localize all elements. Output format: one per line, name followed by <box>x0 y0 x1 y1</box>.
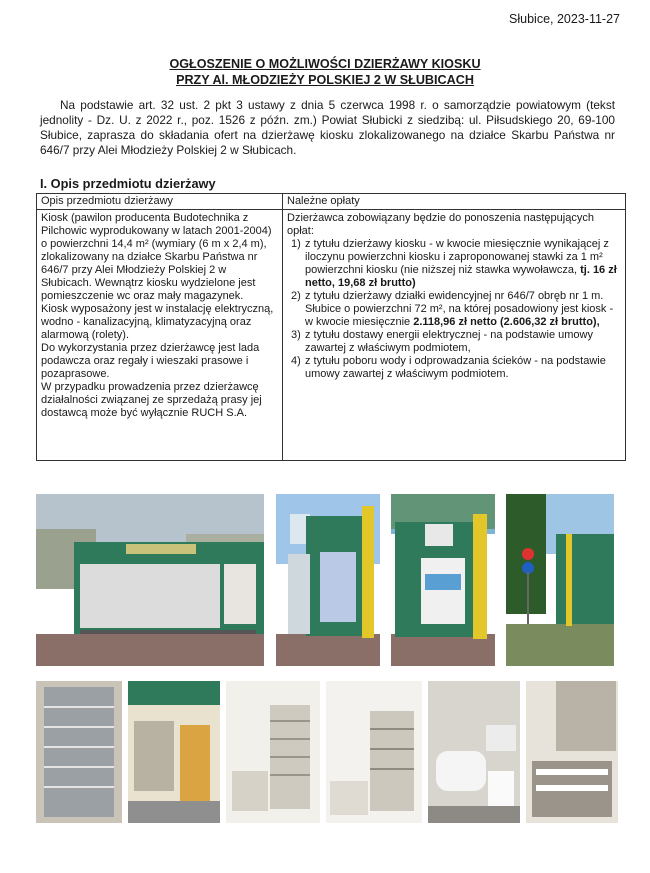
description-paragraph: Kiosk (pawilon producenta Budotechnika z Pilchowic wyprodukowany w latach 2001-2004) o powierzchni 14,4 m² (wymiary (6 m x 2,4 m), zlokalizowany na działce Skarbu Państwa nr 646/7 przy Alei Młodzieży Polskiej 2 w Słubicach. Wewnątrz kiosku wydzielone jest pomieszczenie wc oraz mały magazynek. <box>41 212 272 302</box>
fee-item: 4) z tytułu poboru wody i odprowadzania ścieków - na podstawie umowy zawartej z właściwym podmiotem. <box>291 355 606 380</box>
fees-list <box>287 238 621 381</box>
kiosk-side-photo <box>276 494 380 666</box>
fees-intro: Dzierżawca zobowiązany będzie do ponoszenia następujących opłat: <box>287 212 594 237</box>
bathroom-photo <box>428 681 520 823</box>
fee-item: 2) z tytułu dzierżawy działki ewidencyjnej nr 646/7 obręb nr 1 m. Słubice o powierzchni 72 m², na której posadowiony jest kiosk - w kwocie miesięcznie 2.118,96 zł netto (2.606,32 zł brutto), <box>291 290 614 328</box>
intro-paragraph <box>40 98 615 158</box>
description-paragraph: Kiosk wyposażony jest w instalację elektryczną, wodno - kanalizacyjną, klimatyzacyjną oraz alarmową (rolety). <box>41 303 274 341</box>
description-paragraph: Do wykorzystania przez dzierżawcę jest lada podawcza oraz regały i wieszaki prasowe i pozaprasowe. <box>41 342 260 380</box>
description-paragraph: W przypadku prowadzenia przez dzierżawcę działalności związanej ze sprzedażą prasy jej dostawcą może być wyłącznie RUCH S.A. <box>41 381 262 419</box>
description-table <box>36 193 626 461</box>
fees-body <box>283 210 625 383</box>
kiosk-back-photo <box>506 494 614 666</box>
interior-window-photo <box>128 681 220 823</box>
table-column-fees <box>283 194 625 460</box>
table-header-description: Opis przedmiotu dzierżawy <box>37 194 282 210</box>
kiosk-ac-unit-photo <box>391 494 495 666</box>
fee-item: 3) z tytułu dostawy energii elektrycznej - na podstawie umowy zawartej z właściwym podmiotem, <box>291 329 593 354</box>
kiosk-front-photo <box>36 494 264 666</box>
date: Słubice, 2023-11-27 <box>509 12 620 26</box>
section-heading: I. Opis przedmiotu dzierżawy <box>40 176 216 191</box>
fee-item: 1) z tytułu dzierżawy kiosku - w kwocie miesięcznie wynikającej z iloczynu powierzchni kiosku i zaproponowanej stawki za 1 m² powierzchni kiosku (nie niższej niż stawka wywoławcza, tj. 16 zł netto, 19,68 zł brutto) <box>291 238 617 289</box>
page-title <box>0 56 650 88</box>
table-column-description <box>37 194 283 460</box>
title-line-2: PRZY Al. MŁODZIEŻY POLSKIEJ 2 W SŁUBICACH <box>176 73 474 87</box>
table-header-fees: Należne opłaty <box>283 194 625 210</box>
interior-shelves-photo <box>36 681 122 823</box>
intro-text: Na podstawie art. 32 ust. 2 pkt 3 ustawy z dnia 5 czerwca 1998 r. o samorządzie powiatowym (tekst jednolity - Dz. U. z 2022 r., poz. 1526 z późn. zm.) Powiat Słubicki z siedzibą: ul. Piłsudskiego 20, 69-100 Słubice, zaprasza do składania ofert na dzierżawę kiosku zlokalizowanego na działce Skarbu Państwa nr 646/7 przy Alei Młodzieży Polskiej 2 w Słubicach. <box>40 98 615 157</box>
description-body <box>37 210 282 422</box>
service-counter-photo <box>526 681 618 823</box>
title-line-1: OGŁOSZENIE O MOŻLIWOŚCI DZIERŻAWY KIOSKU <box>169 57 481 71</box>
interior-racks-photo <box>226 681 320 823</box>
interior-storage-photo <box>326 681 422 823</box>
